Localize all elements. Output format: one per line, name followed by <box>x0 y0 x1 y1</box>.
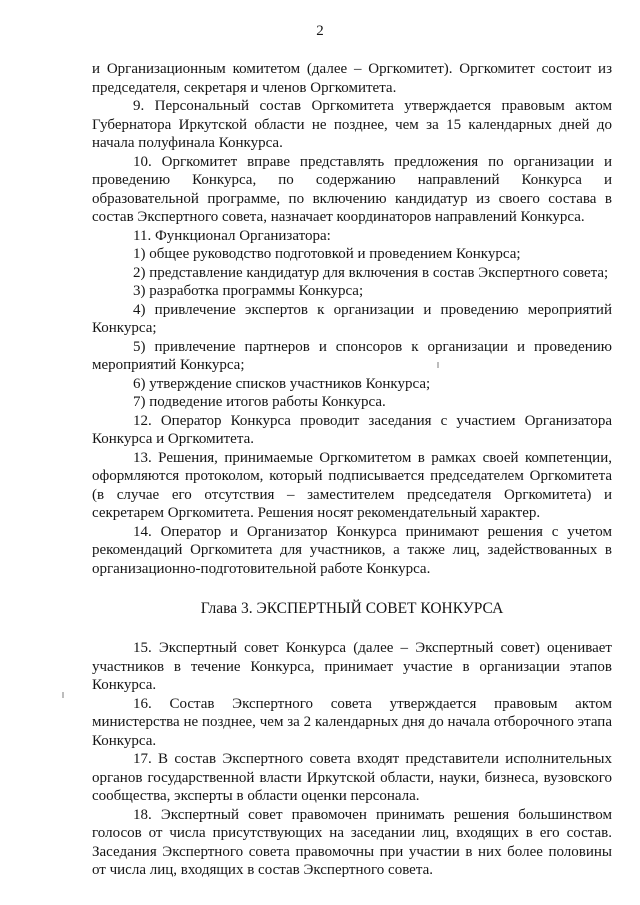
paragraph: 11. Функционал Организатора: <box>133 227 331 244</box>
scan-speck <box>437 362 439 368</box>
paragraph: 15. Экспертный совет Конкурса (далее – Экспертный совет) оценивает участников в течение Конкурса, принимает участие в организации этапов Конкурса. <box>92 640 612 693</box>
paragraph: 18. Экспертный совет правомочен принимать решения большинством голосов от числа присутствующих на заседании лиц, входящих в его состав. Заседания Экспертного совета правомочны при участии в них более половины от числа лиц, входящих в состав Экспертного совета. <box>92 806 612 878</box>
paragraph: 16. Состав Экспертного совета утверждается правовым актом министерства не позднее, чем за 2 календарных дня до начала отборочного этапа Конкурса. <box>92 695 612 749</box>
paragraph: 5) привлечение партнеров и спонсоров к организации и проведению мероприятий Конкурса; <box>92 338 612 373</box>
chapter-heading: Глава 3. ЭКСПЕРТНЫЙ СОВЕТ КОНКУРСА <box>200 600 504 617</box>
paragraph: 2) представление кандидатур для включения в состав Экспертного совета; <box>133 264 609 281</box>
paragraph: и Организационным комитетом (далее – Оргкомитет). Оргкомитет состоит из председателя, секретаря и членов Оргкомитета. <box>92 61 612 96</box>
paragraph: 9. Персональный состав Оргкомитета утверждается правовым актом Губернатора Иркутской области не позднее, чем за 15 календарных дней до начала полуфинала Конкурса. <box>92 98 612 151</box>
paragraph: 7) подведение итогов работы Конкурса. <box>133 394 386 410</box>
paragraphs-before-chapter <box>92 60 612 578</box>
paragraph: 13. Решения, принимаемые Оргкомитетом в рамках своей компетенции, оформляются протоколом, который подписывается председателем Оргкомитета (в случае его отсутствия – заместителем председателя Оргкомитета) и секретарем Оргкомитета. Решения носят рекомендательный характер. <box>92 449 612 521</box>
paragraph: 17. В состав Экспертного совета входят представители исполнительных органов государственной власти Иркутской области, науки, бизнеса, вузовского сообщества, эксперты в области оценки персонала. <box>92 751 612 804</box>
paragraph: 6) утверждение списков участников Конкурса; <box>133 375 431 392</box>
paragraph: 10. Оргкомитет вправе представлять предложения по организации и проведению Конкурса, по содержанию направлений Конкурса и образовательной программе, по включению кандидатур из своего состава в состав Экспертного совета, назначает координаторов направлений Конкурса. <box>92 153 612 225</box>
document-body <box>92 60 612 880</box>
scan-speck <box>62 692 64 698</box>
page-number: 2 <box>316 23 324 39</box>
paragraph: 12. Оператор Конкурса проводит заседания с участием Организатора Конкурса и Оргкомитета. <box>92 412 612 447</box>
paragraph: 1) общее руководство подготовкой и проведением Конкурса; <box>133 246 521 262</box>
paragraph: 3) разработка программы Конкурса; <box>133 283 364 299</box>
paragraph: 4) привлечение экспертов к организации и проведению мероприятий Конкурса; <box>92 301 612 336</box>
paragraphs-after-chapter <box>92 639 612 880</box>
paragraph: 14. Оператор и Организатор Конкурса принимают решения с учетом рекомендаций Оргкомитета для участников, а также лиц, задействованных в организационно-подготовительной работе Конкурса. <box>92 523 612 577</box>
